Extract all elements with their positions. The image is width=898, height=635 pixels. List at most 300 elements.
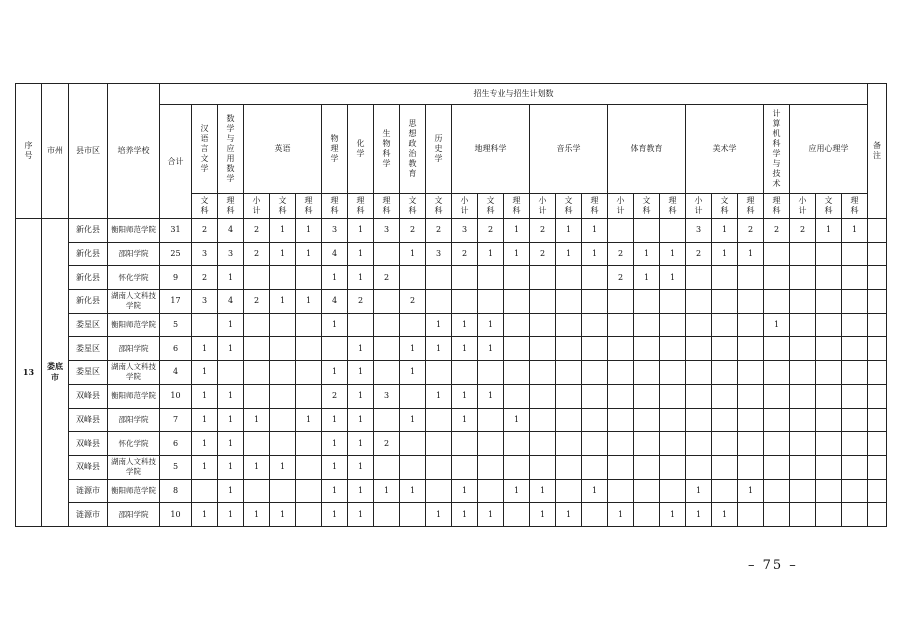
- major-header: [374, 105, 400, 194]
- plan-count-cell: [790, 479, 816, 503]
- subject-type-label: 理科: [356, 196, 365, 215]
- plan-count-cell: 1: [738, 479, 764, 503]
- plan-count-cell: [556, 455, 582, 479]
- plan-count-cell: [686, 408, 712, 432]
- plan-count-cell: [426, 290, 452, 314]
- plan-count-cell: [426, 479, 452, 503]
- plan-count-cell: [608, 384, 634, 408]
- plan-count-cell: [842, 432, 868, 456]
- total-cell: 6: [160, 337, 192, 361]
- plan-count-cell: 1: [452, 408, 478, 432]
- plan-count-cell: [738, 384, 764, 408]
- plan-count-cell: [816, 266, 842, 290]
- plan-count-cell: 1: [348, 432, 374, 456]
- plan-count-cell: 2: [374, 432, 400, 456]
- major-name: 汉语言文学: [200, 124, 209, 173]
- plan-count-cell: 1: [452, 384, 478, 408]
- remark-cell: [868, 313, 887, 337]
- plan-count-cell: 1: [296, 242, 322, 266]
- plan-count-cell: [244, 432, 270, 456]
- plan-count-cell: 1: [764, 313, 790, 337]
- plan-count-cell: 2: [348, 290, 374, 314]
- major-name: 历史学: [434, 134, 443, 163]
- plan-count-cell: [374, 503, 400, 527]
- plan-count-cell: [686, 337, 712, 361]
- plan-count-cell: [686, 455, 712, 479]
- plan-count-cell: [608, 432, 634, 456]
- plan-count-cell: 3: [686, 219, 712, 243]
- plan-count-cell: 3: [192, 290, 218, 314]
- major-header: [764, 105, 790, 194]
- plan-count-cell: 3: [374, 384, 400, 408]
- major-name: 应用心理学: [808, 144, 849, 153]
- plan-count-cell: 2: [192, 266, 218, 290]
- plan-count-cell: [530, 337, 556, 361]
- plan-count-cell: [374, 290, 400, 314]
- major-name: 数学与应用数学: [226, 114, 235, 183]
- major-name: 物理学: [330, 134, 339, 163]
- seq-cell: 13: [16, 219, 42, 527]
- plan-count-cell: [660, 408, 686, 432]
- plan-count-cell: [452, 455, 478, 479]
- plan-count-cell: [816, 455, 842, 479]
- table-row: [16, 455, 887, 479]
- plan-count-cell: [426, 361, 452, 385]
- plan-count-cell: 1: [660, 266, 686, 290]
- plan-count-cell: 1: [296, 219, 322, 243]
- subject-type-label: 理科: [668, 196, 677, 215]
- plan-count-cell: 1: [634, 266, 660, 290]
- subject-type-header: [608, 194, 634, 219]
- plan-count-cell: [244, 479, 270, 503]
- major-name: 化学: [356, 139, 365, 158]
- plan-count-cell: [842, 479, 868, 503]
- subject-type-header: [634, 194, 660, 219]
- subject-type-label: 理科: [512, 196, 521, 215]
- plan-count-cell: 1: [816, 219, 842, 243]
- plan-count-cell: [660, 455, 686, 479]
- subject-type-label: 小计: [798, 196, 807, 215]
- subject-type-header: [348, 194, 374, 219]
- plan-count-cell: [270, 408, 296, 432]
- major-header: [322, 105, 348, 194]
- subject-type-label: 文科: [408, 196, 417, 215]
- plan-count-cell: 1: [270, 242, 296, 266]
- plan-count-cell: [738, 503, 764, 527]
- plan-count-cell: [608, 361, 634, 385]
- plan-count-cell: 1: [270, 503, 296, 527]
- plan-count-cell: [530, 408, 556, 432]
- plan-count-cell: [374, 313, 400, 337]
- plan-count-cell: 2: [452, 242, 478, 266]
- subject-type-header: [556, 194, 582, 219]
- table-header: [16, 84, 887, 219]
- plan-count-cell: [686, 313, 712, 337]
- header-row-top: [16, 84, 887, 105]
- plan-count-cell: 1: [348, 266, 374, 290]
- school-cell: 衡阳师范学院: [108, 219, 160, 243]
- subject-type-header: [504, 194, 530, 219]
- plan-count-cell: 1: [738, 242, 764, 266]
- subject-type-header: [374, 194, 400, 219]
- table-row: [16, 503, 887, 527]
- plan-count-cell: [478, 361, 504, 385]
- total-cell: 8: [160, 479, 192, 503]
- table-row: [16, 479, 887, 503]
- plan-count-cell: [790, 361, 816, 385]
- plan-count-cell: [816, 313, 842, 337]
- remark-cell: [868, 266, 887, 290]
- plan-count-cell: [608, 290, 634, 314]
- plan-count-cell: 1: [322, 479, 348, 503]
- plan-count-cell: [556, 361, 582, 385]
- plan-count-cell: 2: [192, 219, 218, 243]
- plan-count-cell: 1: [556, 242, 582, 266]
- plan-count-cell: [296, 479, 322, 503]
- plan-count-cell: [712, 408, 738, 432]
- plan-count-cell: [296, 337, 322, 361]
- subject-type-header: [842, 194, 868, 219]
- plan-count-cell: [816, 361, 842, 385]
- subject-type-label: 文科: [200, 196, 209, 215]
- plan-count-cell: 1: [530, 479, 556, 503]
- subject-type-header: [738, 194, 764, 219]
- plan-count-cell: 1: [348, 479, 374, 503]
- remark-cell: [868, 242, 887, 266]
- plan-count-cell: 2: [530, 242, 556, 266]
- plan-count-cell: [244, 361, 270, 385]
- plan-count-cell: [582, 455, 608, 479]
- plan-count-cell: 1: [296, 290, 322, 314]
- plan-count-cell: [764, 361, 790, 385]
- plan-count-cell: [478, 266, 504, 290]
- major-header: [790, 105, 868, 194]
- subject-type-label: 小计: [252, 196, 261, 215]
- major-header: [452, 105, 530, 194]
- subject-type-label: 理科: [330, 196, 339, 215]
- plan-count-cell: [504, 384, 530, 408]
- subject-type-header: [686, 194, 712, 219]
- subject-type-label: 小计: [694, 196, 703, 215]
- plan-count-cell: [790, 503, 816, 527]
- subject-type-header: [660, 194, 686, 219]
- plan-count-cell: [634, 313, 660, 337]
- major-header: [348, 105, 374, 194]
- plan-count-cell: [764, 408, 790, 432]
- plan-count-cell: [842, 290, 868, 314]
- plan-count-cell: [686, 266, 712, 290]
- school-cell: 湖南人文科技学院: [108, 290, 160, 314]
- major-name: 思想政治教育: [408, 119, 417, 178]
- subject-type-header: [400, 194, 426, 219]
- plan-count-cell: 2: [244, 290, 270, 314]
- city-header: 市州: [42, 84, 69, 219]
- plan-count-cell: [452, 290, 478, 314]
- plan-count-cell: 1: [400, 361, 426, 385]
- table-row: [16, 432, 887, 456]
- plan-count-cell: [556, 384, 582, 408]
- plan-count-cell: [426, 266, 452, 290]
- plan-count-cell: [348, 313, 374, 337]
- plan-count-cell: [660, 337, 686, 361]
- plan-count-cell: [686, 290, 712, 314]
- subject-type-header: [452, 194, 478, 219]
- county-cell: 涟源市: [69, 479, 108, 503]
- plan-count-cell: [634, 455, 660, 479]
- table-row: [16, 337, 887, 361]
- plan-count-cell: [608, 479, 634, 503]
- plan-count-cell: [712, 384, 738, 408]
- plan-count-cell: [556, 432, 582, 456]
- subject-type-header: [764, 194, 790, 219]
- subject-type-label: 文科: [824, 196, 833, 215]
- subject-type-header: [530, 194, 556, 219]
- plan-count-cell: 1: [374, 479, 400, 503]
- plan-count-cell: [764, 337, 790, 361]
- county-cell: 新化县: [69, 242, 108, 266]
- plan-count-cell: [504, 290, 530, 314]
- plan-count-cell: [634, 361, 660, 385]
- plan-count-cell: 1: [322, 313, 348, 337]
- subject-type-header: [426, 194, 452, 219]
- plan-count-cell: [582, 503, 608, 527]
- plan-count-cell: [244, 384, 270, 408]
- table-row: [16, 361, 887, 385]
- major-name: 美术学: [712, 144, 737, 153]
- plan-count-cell: [816, 290, 842, 314]
- plan-count-cell: [842, 361, 868, 385]
- subject-type-label: 文科: [486, 196, 495, 215]
- plan-count-cell: 1: [348, 503, 374, 527]
- plan-count-cell: [738, 361, 764, 385]
- remark-cell: [868, 432, 887, 456]
- table-row: [16, 242, 887, 266]
- remark-cell: [868, 455, 887, 479]
- plan-count-cell: [608, 337, 634, 361]
- plan-count-cell: 1: [244, 455, 270, 479]
- plan-count-cell: 3: [322, 219, 348, 243]
- plan-count-cell: [582, 432, 608, 456]
- plan-count-cell: [582, 408, 608, 432]
- plan-count-cell: 2: [790, 219, 816, 243]
- county-cell: 双峰县: [69, 432, 108, 456]
- remark-header: 备注: [868, 84, 887, 219]
- plan-count-cell: [842, 266, 868, 290]
- subject-type-header: [244, 194, 270, 219]
- plan-count-cell: 1: [322, 455, 348, 479]
- plan-count-cell: 2: [764, 219, 790, 243]
- plan-count-cell: [660, 479, 686, 503]
- plan-count-cell: [582, 384, 608, 408]
- plan-count-cell: 1: [686, 479, 712, 503]
- plan-count-cell: 1: [582, 479, 608, 503]
- subject-type-header: [192, 194, 218, 219]
- plan-count-cell: [790, 266, 816, 290]
- plan-count-cell: [790, 384, 816, 408]
- subject-type-label: 理科: [382, 196, 391, 215]
- plan-count-cell: [270, 432, 296, 456]
- plan-count-cell: 1: [192, 361, 218, 385]
- plan-count-cell: [764, 290, 790, 314]
- subject-type-label: 文科: [642, 196, 651, 215]
- plan-count-cell: 1: [556, 503, 582, 527]
- school-cell: 怀化学院: [108, 432, 160, 456]
- plan-count-cell: [400, 313, 426, 337]
- table-row: [16, 219, 887, 243]
- plan-count-cell: [270, 384, 296, 408]
- plan-count-cell: [738, 290, 764, 314]
- total-header: 合计: [160, 105, 192, 219]
- plan-count-cell: 4: [322, 242, 348, 266]
- plan-count-cell: [426, 455, 452, 479]
- county-cell: 娄星区: [69, 313, 108, 337]
- plan-count-cell: 1: [478, 337, 504, 361]
- plan-count-cell: [582, 290, 608, 314]
- plan-count-cell: [842, 242, 868, 266]
- plan-count-cell: [686, 432, 712, 456]
- plan-count-cell: [504, 455, 530, 479]
- total-cell: 10: [160, 503, 192, 527]
- plan-count-cell: [244, 337, 270, 361]
- plan-count-cell: [712, 432, 738, 456]
- subject-type-header: [218, 194, 244, 219]
- plan-count-cell: [530, 290, 556, 314]
- city-name: 娄底市: [47, 361, 63, 383]
- plan-count-cell: [400, 266, 426, 290]
- subject-type-label: 文科: [434, 196, 443, 215]
- plan-count-cell: 3: [192, 242, 218, 266]
- subject-type-header: [478, 194, 504, 219]
- plan-count-cell: [764, 432, 790, 456]
- plan-count-cell: 1: [270, 455, 296, 479]
- plan-count-cell: [842, 455, 868, 479]
- subject-type-label: 理科: [226, 196, 235, 215]
- plan-count-cell: 2: [322, 384, 348, 408]
- plan-count-cell: [790, 432, 816, 456]
- plan-count-cell: [686, 361, 712, 385]
- total-cell: 31: [160, 219, 192, 243]
- plan-count-cell: [790, 455, 816, 479]
- major-header: [244, 105, 322, 194]
- plan-count-cell: 1: [400, 242, 426, 266]
- page-number: – 75 –: [748, 558, 798, 573]
- plan-count-cell: 1: [348, 408, 374, 432]
- plan-count-cell: 2: [374, 266, 400, 290]
- plan-count-cell: 1: [192, 503, 218, 527]
- plan-count-cell: [608, 408, 634, 432]
- plan-count-cell: 1: [426, 337, 452, 361]
- subject-type-label: 小计: [538, 196, 547, 215]
- table-row: [16, 408, 887, 432]
- plan-count-cell: [374, 408, 400, 432]
- plan-count-cell: 2: [608, 266, 634, 290]
- plan-count-cell: 1: [400, 479, 426, 503]
- school-cell: 邵阳学院: [108, 242, 160, 266]
- subject-type-label: 理科: [772, 196, 781, 215]
- plan-count-cell: 1: [348, 455, 374, 479]
- plan-count-cell: [660, 290, 686, 314]
- total-cell: 5: [160, 313, 192, 337]
- plan-count-cell: 1: [504, 408, 530, 432]
- school-cell: 湖南人文科技学院: [108, 455, 160, 479]
- plan-count-cell: 1: [478, 313, 504, 337]
- seq-header: 序号: [16, 84, 42, 219]
- county-cell: 新化县: [69, 290, 108, 314]
- plan-count-cell: 1: [608, 503, 634, 527]
- plan-count-cell: [530, 432, 556, 456]
- major-header: [218, 105, 244, 194]
- plan-count-cell: 1: [478, 242, 504, 266]
- total-cell: 17: [160, 290, 192, 314]
- plan-count-cell: [296, 455, 322, 479]
- plan-count-cell: 1: [582, 242, 608, 266]
- plan-count-cell: [556, 266, 582, 290]
- plan-count-cell: [816, 503, 842, 527]
- plan-count-cell: [764, 384, 790, 408]
- plan-count-cell: 1: [504, 219, 530, 243]
- subject-type-header: [322, 194, 348, 219]
- total-cell: 7: [160, 408, 192, 432]
- plan-count-cell: [270, 479, 296, 503]
- plan-count-cell: 1: [192, 408, 218, 432]
- plan-count-cell: 2: [478, 219, 504, 243]
- plan-count-cell: [556, 479, 582, 503]
- plan-count-cell: [790, 313, 816, 337]
- remark-cell: [868, 337, 887, 361]
- plan-count-cell: 4: [322, 290, 348, 314]
- plan-count-cell: 2: [244, 242, 270, 266]
- plan-count-cell: 3: [218, 242, 244, 266]
- plan-count-cell: [504, 337, 530, 361]
- plan-count-cell: 1: [556, 219, 582, 243]
- plan-count-cell: 1: [244, 408, 270, 432]
- plan-count-cell: 1: [348, 219, 374, 243]
- plan-count-cell: [218, 361, 244, 385]
- school-cell: 衡阳师范学院: [108, 479, 160, 503]
- subject-type-label: 理科: [304, 196, 313, 215]
- plan-count-cell: [452, 432, 478, 456]
- plan-count-cell: [270, 313, 296, 337]
- plan-count-cell: [374, 455, 400, 479]
- plan-count-cell: [530, 266, 556, 290]
- plan-count-cell: [296, 313, 322, 337]
- plan-count-cell: [400, 455, 426, 479]
- subject-type-header: [816, 194, 842, 219]
- plan-count-cell: [634, 432, 660, 456]
- plan-count-cell: [270, 337, 296, 361]
- plan-count-cell: 1: [218, 337, 244, 361]
- plan-count-cell: [712, 313, 738, 337]
- plan-count-cell: 1: [218, 503, 244, 527]
- plan-count-cell: 1: [686, 503, 712, 527]
- plan-count-cell: [452, 361, 478, 385]
- major-name: 地理科学: [474, 144, 507, 153]
- plan-count-cell: 1: [660, 503, 686, 527]
- table-row: [16, 290, 887, 314]
- plan-count-cell: [738, 432, 764, 456]
- county-cell: 娄星区: [69, 361, 108, 385]
- subject-type-label: 文科: [564, 196, 573, 215]
- total-cell: 9: [160, 266, 192, 290]
- plan-count-cell: 1: [192, 432, 218, 456]
- plan-count-cell: 1: [192, 384, 218, 408]
- plan-count-cell: [842, 313, 868, 337]
- major-header: [686, 105, 764, 194]
- plan-count-cell: [296, 432, 322, 456]
- plan-count-cell: [816, 337, 842, 361]
- plan-count-cell: [842, 384, 868, 408]
- plan-count-cell: [712, 337, 738, 361]
